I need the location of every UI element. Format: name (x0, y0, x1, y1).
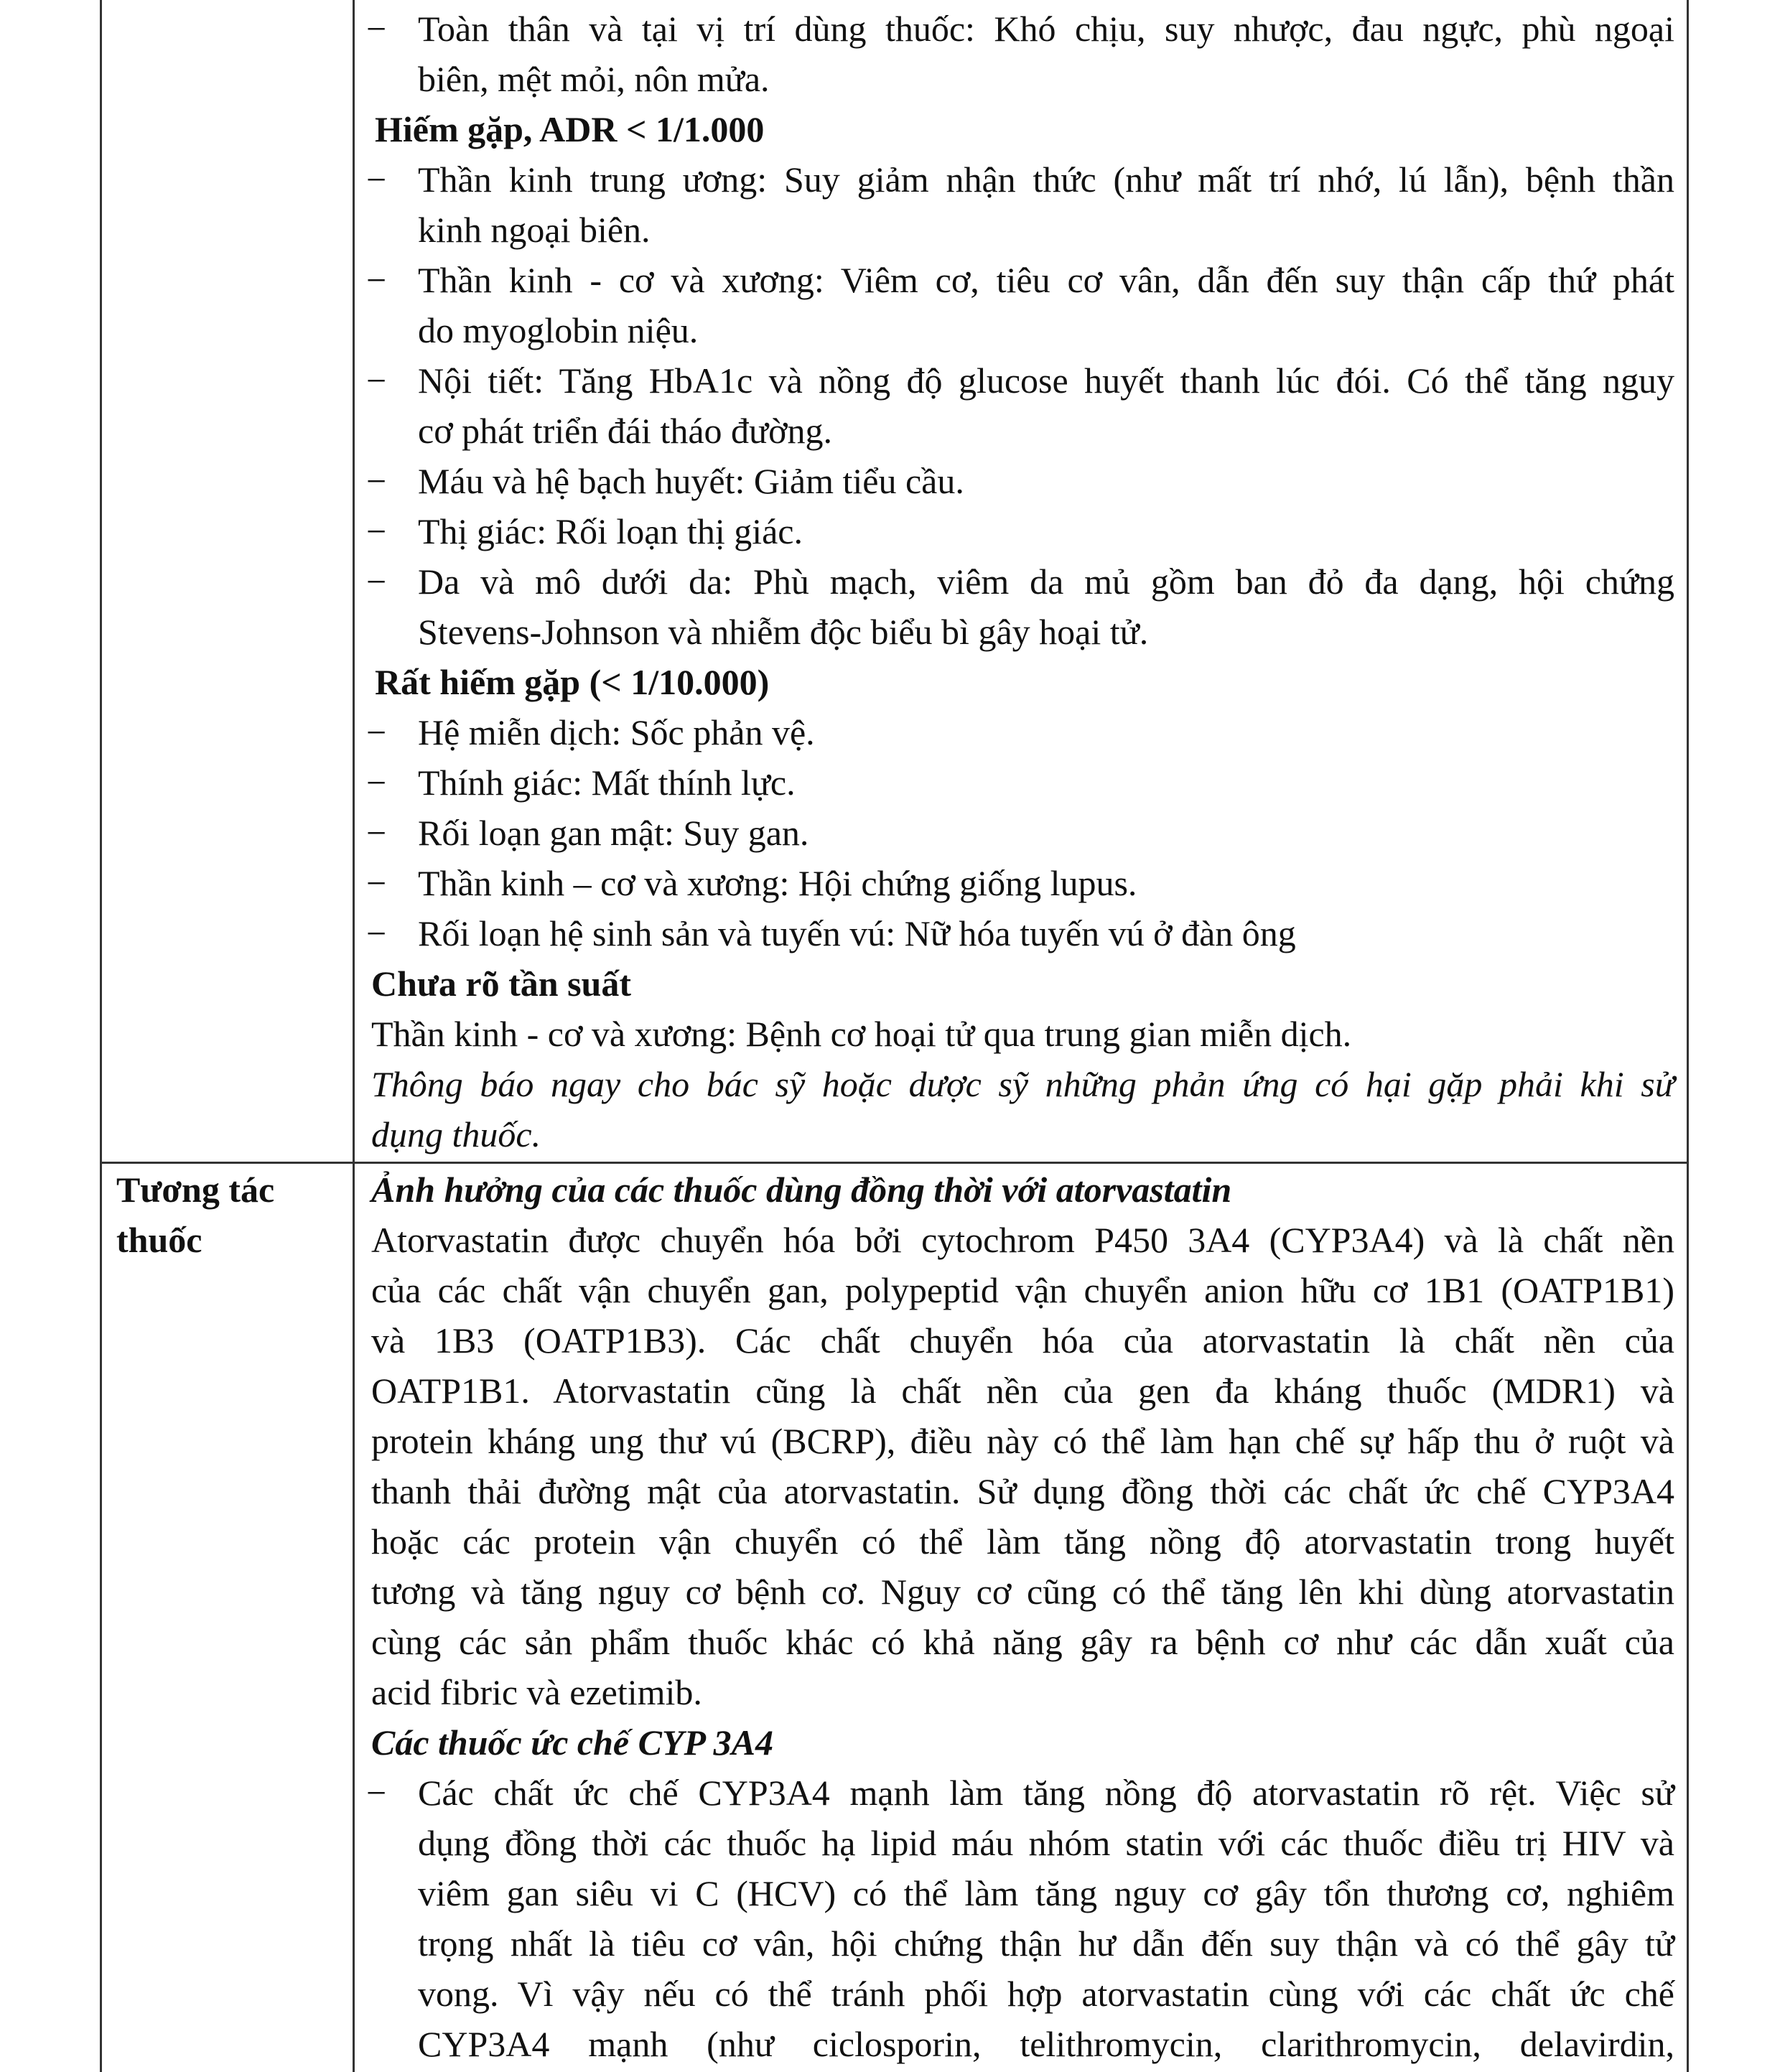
cyp3a4-subheading: Các thuốc ức chế CYP 3A4 (371, 1722, 774, 1763)
unknown-frequency-heading: Chưa rõ tần suất (371, 963, 631, 1004)
paragraph-line: protein kháng ung thư vú (BCRP), điều này có thể làm hạn chế sự hấp thu ở ruột và (371, 1421, 1674, 1461)
list-item-line: Hệ miễn dịch: Sốc phản vệ. (418, 712, 815, 752)
list-item-line: cơ phát triển đái tháo đường. (418, 411, 833, 451)
list-item-line: Thị giác: Rối loạn thị giác. (418, 511, 803, 551)
interaction-heading: Ảnh hưởng của các thuốc dùng đồng thời với atorvastatin (371, 1170, 1232, 1210)
list-dash: − (366, 511, 387, 551)
list-item-line: Rối loạn hệ sinh sản và tuyến vú: Nữ hóa tuyến vú ở đàn ông (418, 913, 1296, 953)
notice-line: dụng thuốc. (371, 1114, 541, 1154)
list-item-line: viêm gan siêu vi C (HCV) có thể làm tăng nguy cơ gây tổn thương cơ, nghiêm (418, 1873, 1674, 1913)
paragraph-line: Atorvastatin được chuyển hóa bởi cytochrom P450 3A4 (CYP3A4) và là chất nền (371, 1220, 1674, 1260)
list-item-line: Da và mô dưới da: Phù mạch, viêm da mủ gồm ban đỏ đa dạng, hội chứng (418, 561, 1674, 602)
rare-heading: Hiếm gặp, ADR < 1/1.000 (375, 109, 765, 149)
list-dash: − (366, 913, 387, 953)
paragraph-line: OATP1B1. Atorvastatin cũng là chất nền của gen đa kháng thuốc (MDR1) và (371, 1371, 1674, 1411)
list-dash: − (366, 863, 387, 903)
list-item-line: Máu và hệ bạch huyết: Giảm tiểu cầu. (418, 461, 964, 501)
list-item-line: kinh ngoại biên. (418, 210, 651, 250)
list-item-line: Thính giác: Mất thính lực. (418, 762, 796, 803)
list-item-line: Stevens-Johnson và nhiễm độc biểu bì gây hoại tử. (418, 612, 1149, 652)
paragraph-line: hoặc các protein vận chuyển có thể làm tăng nồng độ atorvastatin trong huyết (371, 1521, 1674, 1562)
row-label-line: thuốc (116, 1220, 202, 1260)
list-dash: − (366, 260, 387, 300)
list-item-line: biên, mệt mỏi, nôn mửa. (418, 59, 770, 99)
notice-line: Thông báo ngay cho bác sỹ hoặc dược sỹ những phản ứng có hại gặp phải khi sử (371, 1064, 1674, 1104)
list-item-line: Toàn thân và tại vị trí dùng thuốc: Khó chịu, suy nhược, đau ngực, phù ngoại (418, 9, 1674, 49)
list-dash: − (366, 712, 387, 752)
list-dash: − (366, 561, 387, 602)
list-item-line: Thần kinh - cơ và xương: Viêm cơ, tiêu cơ vân, dẫn đến suy thận cấp thứ phát (418, 260, 1674, 300)
paragraph-line: thanh thải đường mật của atorvastatin. Sử dụng đồng thời các chất ức chế CYP3A4 (371, 1471, 1674, 1511)
list-item-line: Các chất ức chế CYP3A4 mạnh làm tăng nồng độ atorvastatin rõ rệt. Việc sử (418, 1773, 1674, 1813)
list-item-line: Nội tiết: Tăng HbA1c và nồng độ glucose huyết thanh lúc đói. Có thể tăng nguy (418, 360, 1674, 401)
column-divider (353, 0, 355, 2072)
list-dash: − (366, 762, 387, 803)
list-item-line: trọng nhất là tiêu cơ vân, hội chứng thận hư dẫn đến suy thận và có thể gây tử (418, 1923, 1674, 1964)
list-item-line: Thần kinh trung ương: Suy giảm nhận thức (như mất trí nhớ, lú lẫn), bệnh thần (418, 159, 1674, 200)
list-item-line: CYP3A4 mạnh (như ciclosporin, telithromycin, clarithromycin, delavirdin, (418, 2024, 1674, 2064)
list-dash: − (366, 360, 387, 401)
paragraph-line: cùng các sản phẩm thuốc khác có khả năng gây ra bệnh cơ như các dẫn xuất của (371, 1622, 1674, 1662)
very-rare-heading: Rất hiếm gặp (< 1/10.000) (375, 662, 770, 702)
list-item-line: vong. Vì vậy nếu có thể tránh phối hợp atorvastatin cùng với các chất ức chế (418, 1974, 1674, 2014)
list-dash: − (366, 9, 387, 49)
paragraph-line: acid fibric và ezetimib. (371, 1672, 702, 1712)
list-dash: − (366, 159, 387, 200)
paragraph-line: của các chất vận chuyển gan, polypeptid vận chuyển anion hữu cơ 1B1 (OATP1B1) (371, 1270, 1674, 1310)
list-dash: − (366, 1773, 387, 1813)
list-item-line: Rối loạn gan mật: Suy gan. (418, 813, 809, 853)
list-item-line: do myoglobin niệu. (418, 310, 699, 350)
list-item-line: Thần kinh – cơ và xương: Hội chứng giống lupus. (418, 863, 1137, 903)
list-dash: − (366, 813, 387, 853)
list-dash: − (366, 461, 387, 501)
list-item-line: dụng đồng thời các thuốc hạ lipid máu nhóm statin với các thuốc điều trị HIV và (418, 1823, 1674, 1863)
paragraph-line: tương và tăng nguy cơ bệnh cơ. Nguy cơ cũng có thể tăng lên khi dùng atorvastatin (371, 1572, 1674, 1612)
row-divider (100, 1162, 1689, 1164)
paragraph-line: và 1B3 (OATP1B3). Các chất chuyển hóa của atorvastatin là chất nền của (371, 1320, 1674, 1361)
unknown-frequency-text: Thần kinh - cơ và xương: Bệnh cơ hoại tử qua trung gian miễn dịch. (371, 1014, 1352, 1054)
row-label-line: Tương tác (116, 1170, 275, 1210)
